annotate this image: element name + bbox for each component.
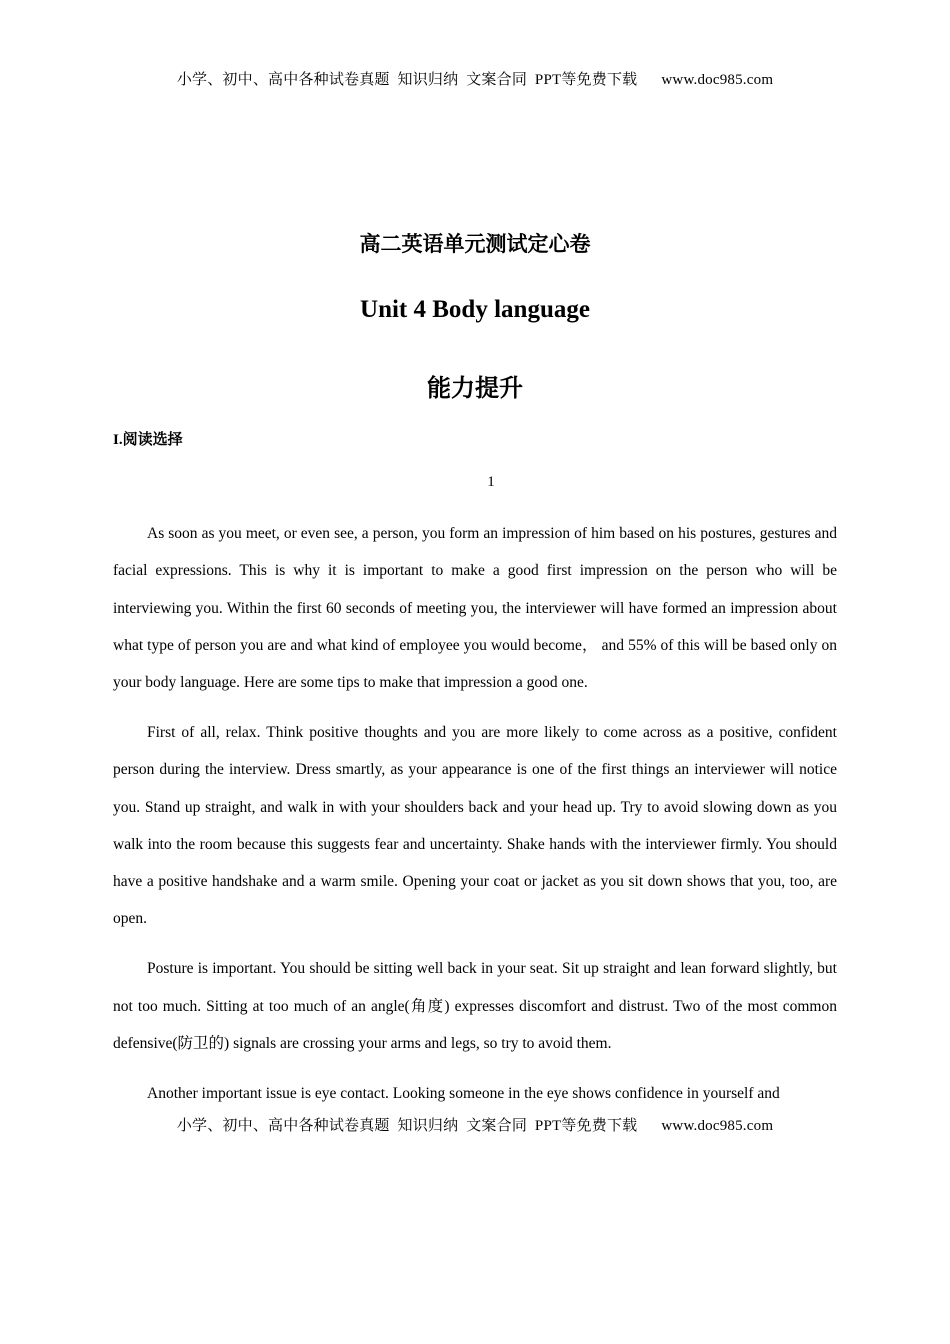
section-heading: I.阅读选择 — [113, 432, 183, 448]
document-subtitle: 能力提升 — [427, 374, 523, 402]
header-url: www.doc985.com — [661, 72, 774, 88]
footer-text: 小学、初中、高中各种试卷真题 知识归纳 文案合同 PPT等免费下载 — [176, 1118, 638, 1134]
paragraph: Posture is important. You should be sitting well back in your seat. Sit up straight and lean forward slightly, but not too much. Sitting at too much of an angle(角度) expresses discomfort and distrust. Two of the most common defensive(防卫的) signals are crossing your arms and legs, so try to avoid them. — [113, 960, 837, 1052]
paragraph: As soon as you meet, or even see, a person, you form an impression of him based on his postures, gestures and facial expressions. This is why it is important to make a good first impression on the person who will be interviewing you. Within the first 60 seconds of meeting you, the interviewer will have formed an impression about what type of person you are and what kind of employee you would become， and 55% of this will be based only on your body language. Here are some tips to make that impression a good one. — [113, 525, 837, 692]
document-title-english: Unit 4 Body language — [360, 296, 590, 323]
passage-number: 1 — [487, 474, 495, 490]
reading-passage — [113, 515, 837, 1124]
header-text: 小学、初中、高中各种试卷真题 知识归纳 文案合同 PPT等免费下载 — [176, 72, 638, 88]
paragraph: First of all, relax. Think positive thoughts and you are more likely to come across as a positive, confident person during the interview. Dress smartly, as your appearance is one of the first things an interviewer will notice you. Stand up straight, and walk in with your shoulders back and your head up. Try to avoid slowing down as you walk into the room because this suggests fear and uncertainty. Shake hands with the interviewer firmly. You should have a positive handshake and a warm smile. Opening your coat or jacket as you sit down shows that you, too, are open. — [113, 723, 837, 928]
document-title-chinese: 高二英语单元测试定心卷 — [359, 232, 591, 256]
page-header — [0, 68, 950, 89]
page-footer — [0, 1114, 950, 1135]
footer-url: www.doc985.com — [661, 1118, 774, 1134]
paragraph: Another important issue is eye contact. Looking someone in the eye shows confidence in yourself and — [147, 1084, 780, 1102]
